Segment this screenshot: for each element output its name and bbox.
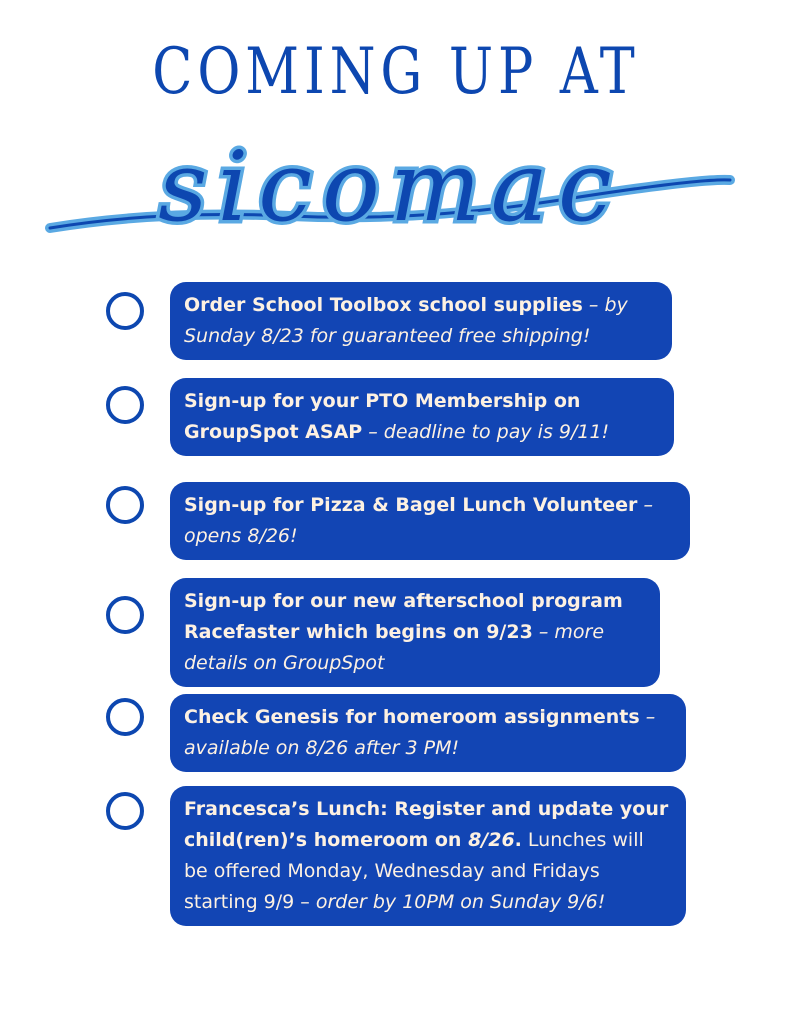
- item-bubble: [170, 482, 690, 560]
- script-title: sicomac: [158, 140, 622, 243]
- item-italic-text: order by 10PM on Sunday 9/6!: [309, 891, 606, 913]
- script-title-svg: [40, 140, 740, 250]
- checkbox-circle[interactable]: [106, 792, 144, 830]
- item-italic-text: – available on 8/26 after 3 PM!: [184, 706, 656, 759]
- checkbox-circle[interactable]: [106, 486, 144, 524]
- script-title-graphic: [40, 140, 740, 250]
- item-bubble: [170, 786, 686, 926]
- checkbox-circle[interactable]: [106, 698, 144, 736]
- item-bold-text: Sign-up for our new afterschool program Racefaster which begins on 9/23: [184, 590, 623, 643]
- item-bold-end-text: .: [514, 829, 522, 851]
- item-bold-text: Francesca’s Lunch: Register and update your child(ren)’s homeroom on: [184, 798, 669, 851]
- item-bold-text: Sign-up for Pizza & Bagel Lunch Volunteer: [184, 494, 638, 516]
- item-italic-text: – opens 8/26!: [184, 494, 653, 547]
- item-italic-text: – more details on GroupSpot: [184, 621, 605, 674]
- item-bold-text: Sign-up for your PTO Membership on GroupSpot ASAP: [184, 390, 581, 443]
- item-normal-text: Lunches will be offered Monday, Wednesday and Fridays starting 9/9 –: [184, 829, 644, 913]
- checkbox-circle[interactable]: [106, 596, 144, 634]
- checkbox-circle[interactable]: [106, 292, 144, 330]
- page-title: COMING UP AT: [152, 35, 640, 109]
- item-bubble: [170, 282, 672, 360]
- checkbox-circle[interactable]: [106, 386, 144, 424]
- item-bold-italic-text: 8/26: [468, 829, 515, 851]
- item-italic-text: – deadline to pay is 9/11!: [362, 421, 610, 443]
- item-bold-text: Check Genesis for homeroom assignments: [184, 706, 640, 728]
- item-bold-text: Order School Toolbox school supplies: [184, 294, 583, 316]
- item-bubble: [170, 578, 660, 687]
- item-italic-text: – by Sunday 8/23 for guaranteed free shipping!: [184, 294, 628, 347]
- item-bubble: [170, 694, 686, 772]
- item-bubble: [170, 378, 674, 456]
